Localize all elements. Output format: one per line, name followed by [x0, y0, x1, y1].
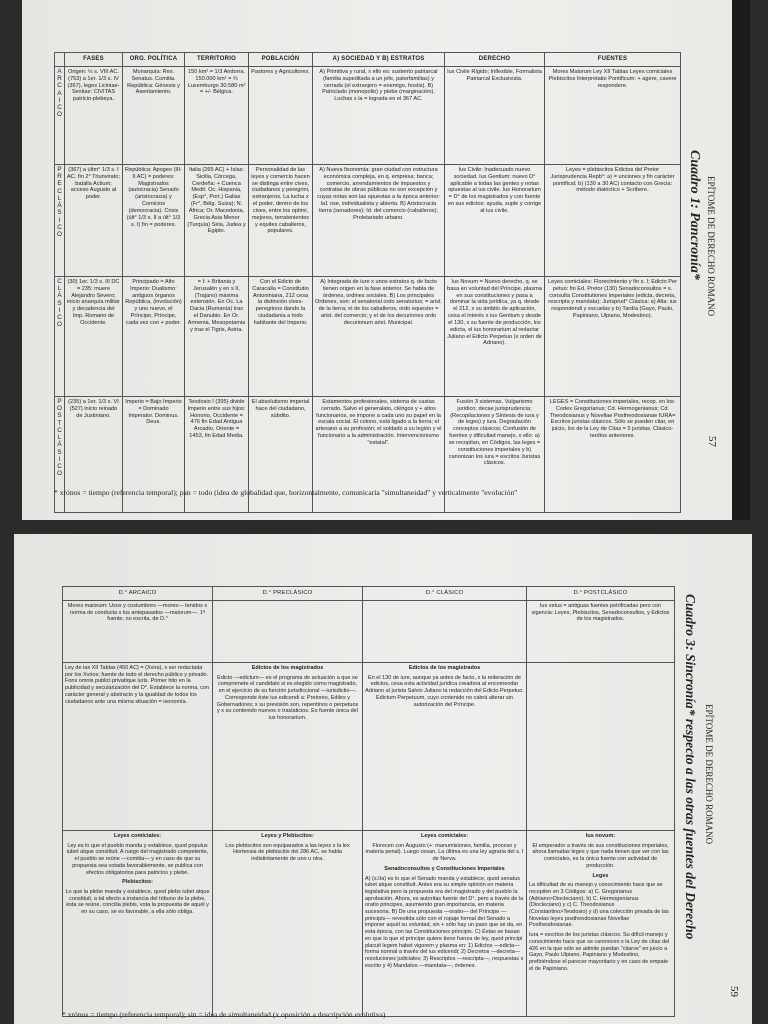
- row-label-letter: A: [57, 89, 62, 97]
- header-preclasico: D.° PRECLÁSICO: [213, 587, 363, 601]
- cell-sociedad: A) Primitiva y rural, x ello es: sustento patriarcal (familia supeditada a un jefe, paterfamilias) y cerrada (el extranjero = enemigo, hostis). B) Patriciado (monopolio) y plebe (marginación). Luchas x la = lograda en el 367 AC.: [313, 67, 445, 165]
- table-row: [55, 67, 681, 165]
- cell-territorio: = I: + Britania y Jerusalén y en s II, (Trajano) máxima extensión. En Oc. La Dacia (Rumanía) tras el Danubio. En Or. Armenia, Mesopotamia y tras el Tigris, Asiria.: [185, 277, 249, 397]
- cell-preclasico: [213, 601, 363, 663]
- cell-clasico: [363, 831, 527, 1017]
- row-label-letter: S: [57, 209, 62, 217]
- page-cuadro-3: [14, 534, 752, 1024]
- header-fuentes: FUENTES: [545, 53, 681, 67]
- row-label-letter: O: [57, 111, 62, 119]
- header-fases: FASES: [65, 53, 123, 67]
- cell-derecho: Fusión 3 sistemas. Vulgarismo jurídico; decae jurisprudencia; (Recopilaciones y Síntesis de iura y de leges) y iura. Degradación conceptos clásicos; Confusión de fuentes y dificultad manejo, x ello: a) se recopilan, en Códigos, las leges = constituciones imperiales y b) canonizan los iura = escritos Juristas clásicos.: [445, 397, 545, 513]
- cell-sociedad: A) Integrada de iure x unos estratos q. de facto tienen origen en la fase anterior. Se habla de órdenes, ordines sociales. B) Los principales Ordenes, son: el senatorial ordo senatorius; = arist. de la tierra; el de los caballeros, ordo equester = arist. del comercio; y el de los decuriones ordo decurionum arist. Municipal.: [313, 277, 445, 397]
- cell-fases: (30) 1er. 1/3 s. III DC = 235: muere Alejandro Severo; inicio anarquía militar y decadencia del Imp. Romano de Occidente.: [65, 277, 123, 397]
- cell-org-politica: Principado = Alto Imperio: Dualismo: antiguos órganos República, (involución) y uno nuevo, el Príncipe, Príncipe, cada vez con + poder.: [123, 277, 185, 397]
- row-label-letter: C: [57, 426, 62, 434]
- cell-fuentes: Leyes = plebiscitos Edictos del Pretor Jurisprudencia Repb°: a) = unciones y fin carácter pontifical; b) (130 a 30 AC) contacto con Grecia: método dialéctico + Scribere.: [545, 165, 681, 277]
- row-label-preclasico: [55, 165, 65, 277]
- cell-subtitle: Ius novum:: [585, 833, 616, 839]
- cell-subtitle: Leyes comiciales:: [420, 833, 469, 839]
- cell-subtitle: Leyes y Plebiscitos:: [261, 833, 314, 839]
- row-label-arcaico: [55, 67, 65, 165]
- cell-subtitle: Plebiscitos:: [122, 879, 153, 886]
- cell-arcaico: Mores maiorum: Usos y costumbres —mores— tenidos x norma de conducta x los antepasados —maiorum—. 1ª fuente, no escrita, de D.°: [63, 601, 213, 663]
- cell-subtitle: Edictos de los magistrados: [251, 665, 324, 671]
- row-label-letter: L: [57, 434, 62, 442]
- pancronia-table: [54, 52, 681, 513]
- row-label-clasico: [55, 277, 65, 397]
- running-head: EPÍTOME DE DERECHO ROMANO: [706, 176, 716, 317]
- cell-subtitle: Leyes comiciales:: [113, 833, 162, 839]
- cell-fases: (367) a últm° 1/3 s. I AC. fin 2° Triunvirato; batalla Actium; acceso Augusto al poder.: [65, 165, 123, 277]
- footnote: * xrónos = tiempo (referencia temporal); sin = idea de simultaneidad (x oposición a descripción evolutiva): [62, 1010, 386, 1019]
- row-label-letter: L: [57, 285, 62, 293]
- cell-sociedad: A) Nueva fisonomía: gran ciudad con estructura económica compleja, en q. empresa; banca; comercio, arrendamientos de impuestos y contratas de obras públicas no son excepción y cuyas notas son las opuestas a la época anterior: la1 ose, individualista y abierta. B) Aristocracia tierra (senadores); Id. del comercio (caballeros); Proletariado urbano.: [313, 165, 445, 277]
- table-header-row: [55, 53, 681, 67]
- row-label-letter: O: [57, 405, 62, 413]
- cell-territorio: Italia (265 AC) + Islas: Sicilia, Córcega, Cerdeña; + Cuenca Medit: Oc. Hispania, (Esp°, Port.) Galias (Fr°, Bélg. Suiza); N. África; Or. Macedonia, Grecia Asia Menor (Turquía) Siria, Judea y Egipto.: [185, 165, 249, 277]
- cell-clasico: [363, 601, 527, 663]
- cell-subtitle: Senadoconsultos y Constituciones Imperiales: [384, 865, 505, 872]
- row-label-letter: I: [58, 96, 61, 104]
- row-label-letter: C: [57, 314, 62, 322]
- header-org-politica: ORG. POLÍTICA: [123, 53, 185, 67]
- cell-fuentes: Mores Maiorum Ley XII Tablas Leyes comiciales Plebiscitos Interpretatio Pontificum: + agere, cavere respondere.: [545, 67, 681, 165]
- cell-derecho: Ius Civile: Inadecuado nuevo sociedad. Ius Gentium: nuevo D° aplicable a todas las gentes y notas opuestas al ius civile. Ius Honorarium = D° de los magistrados y con fuente en sus edictos: ayuda, suple y corrige al ius civile.: [445, 165, 545, 277]
- cell-postclasico: [527, 831, 675, 1017]
- sincronia-table: [62, 586, 675, 1017]
- row-label-letter: C: [57, 223, 62, 231]
- cell-subtitle: Leges: [592, 872, 609, 879]
- table-row: [55, 165, 681, 277]
- cell-text: El emperador a través de sus constituciones imperiales, ahora llamadas leges y que nada tienen que ver con las comiciales, es la única fuente con actividad de producción.: [532, 842, 669, 869]
- header-postclasico: D.° POSTCLÁSICO: [527, 587, 675, 601]
- cell-poblacion: Personalidad de las leyes y comercio hacen se distinga entre cives, ciudadanos y peregrini, extranjeros. La lucha x el poder, dentro de los cives, entre los optimi, mejores, terratenientes y equites caballeros, populares.: [249, 165, 313, 277]
- page-number: 57: [706, 436, 718, 447]
- row-label-letter: L: [57, 194, 62, 202]
- row-label-letter: O: [57, 231, 62, 239]
- table-header-row: [63, 587, 675, 601]
- cell-text: Edicto —edictum— es el programa de actuación a que se compromete el candidato si es elegido como magistrado, en el ejercicio de su función jurisdiccional —iurisdictio—. Corresponde éste ius edicendi a: Pretores, Ediles y Gobernadores; x su previsión son, repentinos o perpetuos y x su contenido nuevos o traslaticios. Es fuente única del ius honorarium.: [216, 674, 359, 721]
- row-label-letter: O: [57, 470, 62, 478]
- cell-territorio: Teodosio I (395) divide Imperio entre sus hijos: Honorio, Occidente = 476 fin Edad Antigua Arcadio, Oriente = 1453, fin Edad Media.: [185, 397, 249, 513]
- row-label-letter: Á: [57, 202, 62, 210]
- header-spacer: [55, 53, 65, 67]
- cell-fuentes: LEGES = Constituciones imperiales, recop. en los: Codex Gregorianus; Cd. Hermogenianus; Cd. Theodosianus y Novellae Postheodosianae IURA= Escritos juristas clásicos. Sólo se pueden citar, en juicio, los de la Ley de Citas = 5 juristas. Clásico-tardíos anteriores.: [545, 397, 681, 513]
- cell-org-politica: Imperio = Bajo Imperio = Dominado Imperator. Dominus. Deus.: [123, 397, 185, 513]
- row-label-letter: C: [57, 187, 62, 195]
- row-label-letter: C: [57, 463, 62, 471]
- table-row: [63, 663, 675, 831]
- row-label-letter: R: [57, 173, 62, 181]
- cell-text: Los plebiscitos son equiparados a las leyes x la lex Hortensia de plebiscitis del 286 AC, se habla indistintamente de uno u otra.: [225, 842, 350, 863]
- cell-poblacion: El absolutismo imperial hace del ciudadano, súbdito.: [249, 397, 313, 513]
- page-number: 59: [728, 986, 740, 997]
- chart-title: Cuadro 1: Pancronía*: [687, 150, 702, 280]
- cell-org-politica: Monarquía: Rex. Senatus. Comitia. República: Génesis y Asentamiento.: [123, 67, 185, 165]
- cell-text: La dificultad de su manejo y conocimiento hace que se recopilen en 3 Códigos: a) C. Gregorianus (Adriano>Diocleciano); b) C. Hermogenianus (Diocleciano) y c) C. Theodosianus (Constantino>Teodosio) y d) una colección privada de las Novelas leyes postheodosianas Novellae Postheodosianae.: [529, 882, 669, 929]
- cell-text: A) (s.IIa) es lo que el Senado manda y establece, quod senatus iubet atque constituit. Antes era su simple opinión en materia legislativa pero la propuesta era del magistrado y del pueblo la aprobación. Ahora, es autoritas fuente del D°, pero a través de la oratio principes, asumiendo gran importancia, en materia sucesoria. B) De una propuesta —oratio— del Príncipe —principis— revestida sólo con el ropaje formal del Senado a imponer aquél su voluntad, sin + sólo hay un paso que se da, en esta época, con las Constituciones principis. C) Éstas se basan en que lo que el príncipe quiere tiene fuerza de ley, quod principi placuit legem habet vigorem y plasma en: 1) Edictos —edicta— forma normal a través del ius edicendi; 2) Decretos —decreta— resoluciones judiciales; 3) Rescriptos —rescripta—, respuestas x escrito y 4) Mandatos —mandata—, órdenes.: [365, 875, 524, 969]
- cell-preclasico: [213, 663, 363, 831]
- row-label-letter: P: [57, 398, 62, 405]
- row-label-letter: C: [57, 104, 62, 112]
- row-label-letter: S: [57, 412, 62, 420]
- pancronia-table-wrapper: [54, 52, 680, 513]
- table-row: [63, 601, 675, 663]
- row-label-letter: E: [57, 180, 62, 188]
- header-arcaico: D.° ARCAICO: [63, 587, 213, 601]
- chart-title: Cuadro 3: Sincronía* respecto a las otras fuentes del Derecho: [683, 594, 698, 940]
- cell-text: Lo que la plebe manda y establece, quod plebs iubet atque constituit, a tal efecto a instancia del tribuno de la plebe, ésta se reúne, concilia plebis, vota la propuesta de aquél y en su caso, se es favorable, a ella sólo obliga.: [65, 888, 210, 916]
- cell-postclasico: [527, 663, 675, 831]
- footnote: * xrónos = tiempo (referencia temporal); pan = todo (idea de globalidad que, horizontalmente, comunicaría "simultaneidad" y verticalmente "evolución": [54, 488, 518, 497]
- row-label-letter: P: [57, 166, 62, 173]
- table-row: [55, 277, 681, 397]
- header-territorio: TERRITORIO: [185, 53, 249, 67]
- cell-fuentes: Leyes comiciales: Florecimiento y fin s. I; Edicto Per petuo: fin Ed. Pretor (130) Senadoconsultos = s. consulta Constitutiones imperiales (edicta, decreta, rescripta y mandata); Jurisprud° Clásica: a) Alta: ius respondendi y escuelas y b) Tardía (Gayo, Paulo, Papiniano, Ulpiano, Modestino).: [545, 277, 681, 397]
- cell-poblacion: Pastores y Agricultores.: [249, 67, 313, 165]
- cell-text: Ley es lo que el pueblo manda y establece, quod populus iubet atque constituit. A ruego del magistrado competente, el pueblo se reúne —comitia— y en caso de que su propuesta sea votada favorablemente, se publica con efectos obligatorios para patricios y plebe.: [66, 842, 209, 876]
- cell-clasico: [363, 663, 527, 831]
- cell-fases: Origen: ½ s. VIII AC. (753) a 1er. 1/3 s. IV (367), leges Liciniae-Sextiae: CIVITAS patricio-plebeya.: [65, 67, 123, 165]
- row-label-letter: S: [57, 448, 62, 456]
- cell-derecho: Ius Civile Rígido; Inflexible, Formalista Patriarcal Exclusivista.: [445, 67, 545, 165]
- sincronia-table-wrapper: [62, 586, 674, 1017]
- table-row: [63, 831, 675, 1017]
- header-poblacion: POBLACIÓN: [249, 53, 313, 67]
- cell-text: En el 130 de iure, aunque ya antes de facto, x la reiteración de edictos, cesa esta actividad jurídica creadora al encomendar Adriano al jurista Salvio Juliano la redacción del Edicto Perpetuo. Edictum Perpetuum, cuyo contenido no cabrá alterar sin autorización del Príncipe.: [365, 674, 524, 708]
- row-label-letter: A: [57, 68, 62, 75]
- cell-sociedad: Estamentos profesionales, sistema de castas cerrado. Salvo el generalato, clérigos y + altos funcionarios, se impone a cada uno su papel en la escala social. El colono, está ligado a la tierra; el artesano a su profesión; el soldado a su legión y el funcionario a la administración. Intervencionismo "estatal".: [313, 397, 445, 513]
- cell-territorio: 150 km² = 1/3 Andorra. 150.000 km² = ⅔ Luxemburgo 30.580 m² = +/- Bélgica.: [185, 67, 249, 165]
- cell-preclasico: [213, 831, 363, 1017]
- header-sociedad: A) SOCIEDAD Y B) ESTRATOS: [313, 53, 445, 67]
- row-label-letter: S: [57, 299, 62, 307]
- cell-derecho: Ius Novum = Nuevo derecho, q. se basa en voluntad del Príncipe, plasma en sus constituciones y pasa a dominar la vida jurídica, ya q. desde el 212, x su ámbito de aplicación, cesa el interés x ius Gentium y desde el 130, x su fuente de producción, los edicta, el ius honorarium al redactar Juliano el Edicto Perpetuo (x orden de Adriano).: [445, 277, 545, 397]
- running-head: EPÍTOME DE DERECHO ROMANO: [704, 704, 714, 845]
- cell-fases: (235) a 1er. 1/3 s. VI (527) inicio reinado de Justiniano.: [65, 397, 123, 513]
- header-clasico: D.° CLÁSICO: [363, 587, 527, 601]
- row-label-letter: Á: [57, 441, 62, 449]
- cell-poblacion: Con el Edicto de Caracalla = Constitutio Antoniniana, 212 cesa la distinción cives-peregrinos dando la ciudadanía a todo habitante del Imperio.: [249, 277, 313, 397]
- cell-text: Iura = escritos de los juristas clásicos. Su difícil manejo y conocimiento hace que se canonicen x la Ley de citas del 426 en la que sólo se admite puedan "citarse" en juicio a Gayo, Paulo Ulpiano, Papiniano y Modestino, prefiriéndose el parecer mayoritario y en caso de empate el de Papiniano.: [529, 932, 670, 972]
- row-label-letter: O: [57, 321, 62, 329]
- header-derecho: DERECHO: [445, 53, 545, 67]
- cell-subtitle: Edictos de los magistrados: [408, 665, 481, 671]
- row-label-letter: T: [57, 419, 62, 427]
- cell-text: Florecen con Augusto (+: manumisiones, familia, proceso y materia penal). Luego cesan. La última es una ley agraria del s. I de Nerva.: [365, 842, 524, 863]
- row-label-letter: I: [58, 306, 61, 314]
- cell-arcaico: Ley de las XII Tablas (450 AC) = (Xvira), x ser redactada por los Xviros; fuente de todo el derecho público y privado. Fons omnis publici privatique iuris. Primer hito en la publicidad y secularización del D°. Establece la norma, con carácter general y abstracto y la igualdad de todos los ciudadanos ante una misma situación = isonomía.: [63, 663, 213, 831]
- page-cuadro-1: [22, 0, 750, 520]
- cell-arcaico: [63, 831, 213, 1017]
- row-label-letter: C: [57, 82, 62, 90]
- row-label-letter: I: [58, 216, 61, 224]
- row-label-letter: Á: [57, 292, 62, 300]
- row-label-letter: C: [57, 278, 62, 285]
- cell-postclasico: Ius vetus = antiguas fuentes petrificadas pero con vigencia: Leyes, Plebiscitos, Senadoconsultos, y Edictos de los magistrados.: [527, 601, 675, 663]
- row-label-letter: I: [58, 455, 61, 463]
- row-label-letter: R: [57, 75, 62, 83]
- cell-org-politica: República: Apogeo (III-II AC) = poderes: Magistrados (autocracia) Senado (aristocracia) y Comicios (democracia). Crisis (últ° 1/3 s. II a últ° 1/3 s. I) fin = poderes.: [123, 165, 185, 277]
